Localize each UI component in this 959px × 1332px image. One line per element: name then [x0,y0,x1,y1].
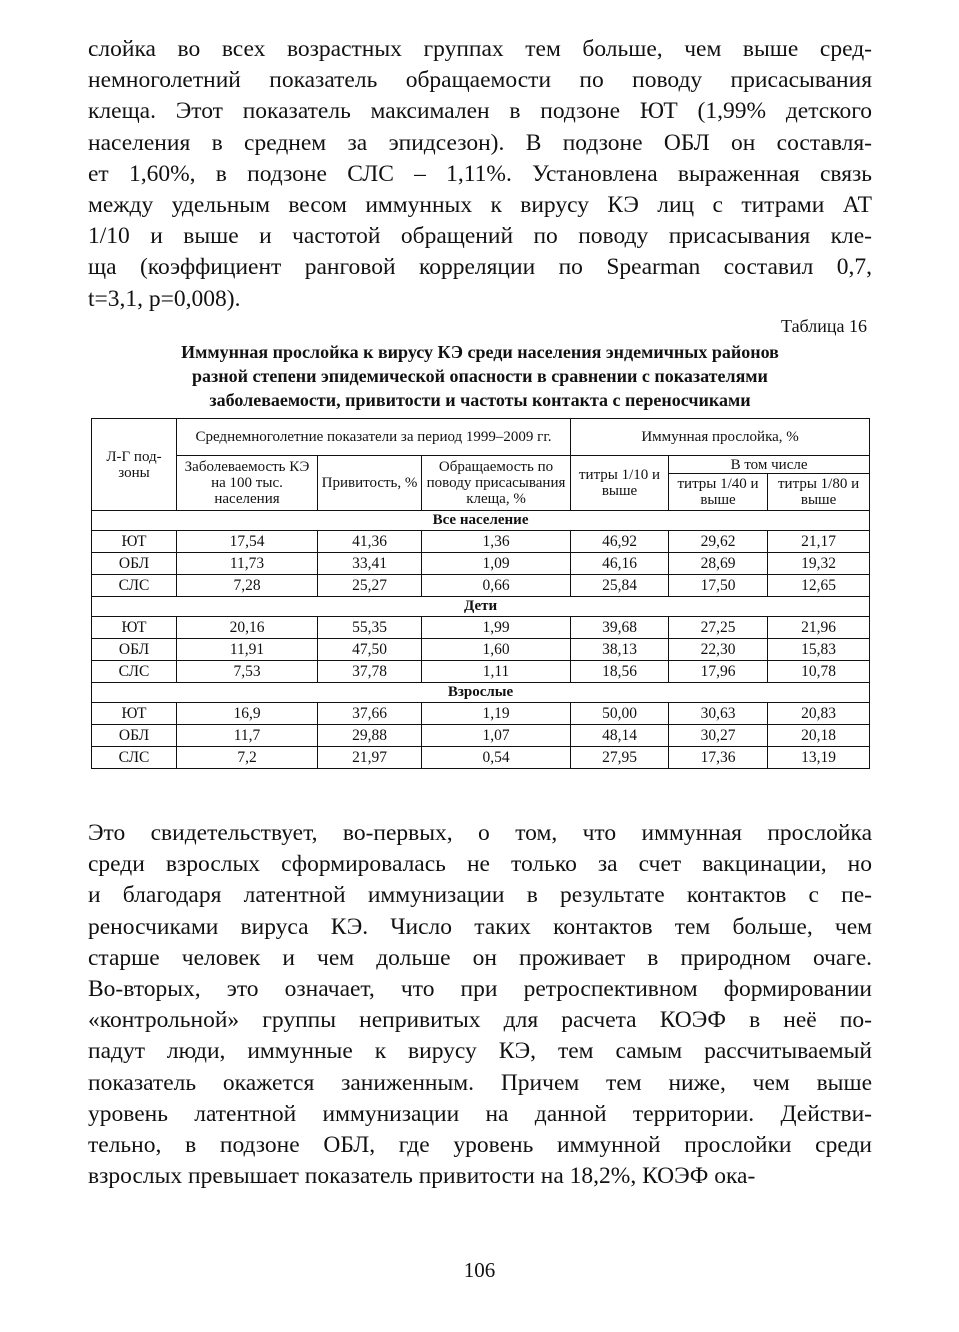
zone-cell: ЮТ [92,703,177,725]
value-cell: 37,78 [318,661,422,683]
value-cell: 41,36 [318,531,422,553]
header-zone: Л-Г под-зоны [92,419,177,511]
table-head [92,419,870,511]
value-cell: 12,65 [768,575,870,597]
value-cell: 19,32 [768,553,870,575]
section-row [92,511,870,531]
header-incidence: Заболеваемость КЭ на 100 тыс. населения [177,456,318,511]
header-titer80: титры 1/80 и выше [768,474,870,511]
table-body [92,511,870,769]
text-line: среди взрослых сформировалась не только за счет вакцинации, но [88,851,872,878]
value-cell: 50,00 [571,703,669,725]
value-cell: 30,27 [669,725,768,747]
value-cell: 39,68 [571,617,669,639]
table-row [92,725,870,747]
value-cell: 46,16 [571,553,669,575]
table-row [92,703,870,725]
value-cell: 18,56 [571,661,669,683]
text-line: населения в среднем за эпидсезон). В подзоне ОБЛ он составля- [88,129,872,156]
value-cell: 1,09 [422,553,571,575]
table-row [92,575,870,597]
value-cell: 11,73 [177,553,318,575]
text-line: падут люди, иммунные к вирусу КЭ, тем самым рассчитываемый [88,1038,872,1065]
value-cell: 30,63 [669,703,768,725]
text-line: уровень латентной иммунизации на данной территории. Действи- [88,1100,872,1127]
value-cell: 11,91 [177,639,318,661]
zone-cell: ЮТ [92,531,177,553]
value-cell: 11,7 [177,725,318,747]
zone-cell: СЛС [92,747,177,769]
zone-cell: ОБЛ [92,725,177,747]
text-line: реносчиками вируса КЭ. Число таких контактов тем больше, чем [88,913,872,940]
value-cell: 25,27 [318,575,422,597]
table-title [88,340,872,412]
section-title: Дети [92,597,870,617]
section-title: Взрослые [92,683,870,703]
value-cell: 17,54 [177,531,318,553]
value-cell: 55,35 [318,617,422,639]
value-cell: 37,66 [318,703,422,725]
table-row [92,531,870,553]
paragraph-bottom [88,818,872,1192]
value-cell: 28,69 [669,553,768,575]
value-cell: 25,84 [571,575,669,597]
zone-cell: ЮТ [92,617,177,639]
value-cell: 1,11 [422,661,571,683]
text-line: «контрольной» группы непривитых для расчета КОЭФ в неё по- [88,1007,872,1034]
zone-cell: ОБЛ [92,553,177,575]
value-cell: 21,96 [768,617,870,639]
data-table [91,418,870,769]
value-cell: 7,2 [177,747,318,769]
value-cell: 21,97 [318,747,422,769]
value-cell: 20,16 [177,617,318,639]
paragraph-top [88,34,872,315]
header-longterm: Среднемноголетние показатели за период 1999–2009 гг. [177,419,571,456]
value-cell: 17,50 [669,575,768,597]
value-cell: 29,62 [669,531,768,553]
table-title-line: разной степени эпидемической опасности в сравнении с показателями [192,366,768,386]
value-cell: 16,9 [177,703,318,725]
section-title: Все население [92,511,870,531]
value-cell: 1,36 [422,531,571,553]
text-line: ща (коэффициент ранговой корреляции по Spearman составил 0,7, [88,254,872,281]
table-title-line: заболеваемости, привитости и частоты контакта с переносчиками [209,390,751,410]
value-cell: 20,83 [768,703,870,725]
table-row [92,553,870,575]
value-cell: 29,88 [318,725,422,747]
page-number: 106 [463,1258,496,1282]
table-row [92,661,870,683]
text-line: 1/10 и выше и частотой обращений по поводу присасывания кле- [88,223,872,250]
header-including: В том числе [669,456,870,474]
value-cell: 10,78 [768,661,870,683]
section-row [92,683,870,703]
table-title-line: Иммунная прослойка к вирусу КЭ среди населения эндемичных районов [181,342,779,362]
value-cell: 13,19 [768,747,870,769]
value-cell: 21,17 [768,531,870,553]
zone-cell: СЛС [92,661,177,683]
section-row [92,597,870,617]
text-line: старше человек и чем дольше он проживает в природном очаге. [88,944,872,971]
table-row [92,639,870,661]
value-cell: 7,28 [177,575,318,597]
value-cell: 20,18 [768,725,870,747]
value-cell: 1,07 [422,725,571,747]
value-cell: 7,53 [177,661,318,683]
text-line: t=3,1, p=0,008). [88,285,241,312]
value-cell: 33,41 [318,553,422,575]
text-line: тельно, в подзоне ОБЛ, где уровень иммунной прослойки среди [88,1132,872,1159]
text-line: клеща. Этот показатель максимален в подзоне ЮТ (1,99% детского [88,98,872,125]
header-vaccination: Привитость, % [318,456,422,511]
table-label: Таблица 16 [781,316,867,336]
value-cell: 27,25 [669,617,768,639]
value-cell: 47,50 [318,639,422,661]
value-cell: 17,36 [669,747,768,769]
value-cell: 0,54 [422,747,571,769]
value-cell: 15,83 [768,639,870,661]
text-line: Это свидетельствует, во-первых, о том, что иммунная прослойка [88,820,872,846]
value-cell: 27,95 [571,747,669,769]
header-immune: Иммунная прослойка, % [571,419,870,456]
header-titer40: титры 1/40 и выше [669,474,768,511]
value-cell: 48,14 [571,725,669,747]
table-row [92,747,870,769]
value-cell: 1,60 [422,639,571,661]
text-line: Во-вторых, это означает, что при ретроспективном формировании [88,976,872,1003]
header-titer10: титры 1/10 и выше [571,456,669,511]
value-cell: 46,92 [571,531,669,553]
text-line: между удельным весом иммунных к вирусу КЭ лиц с титрами АТ [88,192,872,219]
zone-cell: СЛС [92,575,177,597]
value-cell: 38,13 [571,639,669,661]
table-row [92,617,870,639]
header-tick-visits: Обращаемость по поводу присасывания клеща, % [422,456,571,511]
text-line: взрослых превышает показатель привитости на 18,2%, КОЭФ ока- [88,1163,756,1190]
zone-cell: ОБЛ [92,639,177,661]
text-line: и благодаря латентной иммунизации в результате контактов с пе- [88,882,872,909]
text-line: немноголетний показатель обращаемости по поводу присасывания [88,67,872,94]
text-line: ет 1,60%, в подзоне СЛС – 1,11%. Установлена выраженная связь [88,160,872,187]
value-cell: 17,96 [669,661,768,683]
value-cell: 1,19 [422,703,571,725]
value-cell: 0,66 [422,575,571,597]
value-cell: 1,99 [422,617,571,639]
text-line: слойка во всех возрастных группах тем больше, чем выше сред- [88,36,872,62]
text-line: показатель окажется заниженным. Причем тем ниже, чем выше [88,1069,872,1096]
value-cell: 22,30 [669,639,768,661]
